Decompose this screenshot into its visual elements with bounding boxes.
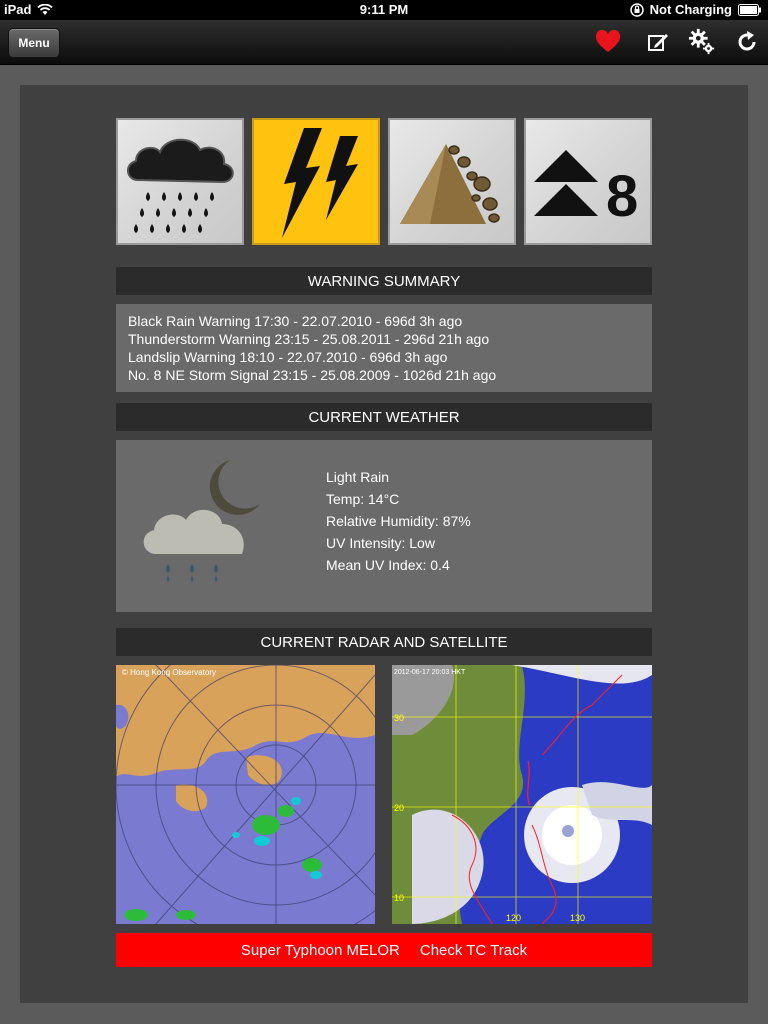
mean-uv-index: Mean UV Index: 0.4 [326, 557, 450, 573]
main-panel [20, 85, 748, 1003]
typhoon-name: Super Typhoon MELOR [240, 941, 400, 959]
satellite-image[interactable] [392, 665, 652, 924]
satellite-timestamp: 2012-06-17 20:03 HKT [394, 669, 466, 676]
gear-icon[interactable] [688, 28, 716, 56]
signal-8-icon [526, 120, 650, 243]
charging-status: Not Charging [649, 2, 732, 17]
navigation-bar [0, 20, 768, 65]
device-name: iPad [4, 2, 32, 17]
typhoon-alert-bar[interactable] [116, 933, 652, 967]
lat-label: 20 [394, 803, 405, 813]
weather-condition: Light Rain [326, 469, 390, 485]
lat-label: 10 [394, 893, 405, 903]
lon-label: 120 [506, 913, 522, 923]
lightning-icon [254, 120, 378, 243]
warning-summary-line: Black Rain Warning 17:30 - 22.07.2010 - 696d 3h ago [128, 313, 463, 329]
relative-humidity: Relative Humidity: 87% [326, 513, 471, 529]
menu-button[interactable]: Menu [8, 28, 60, 58]
edit-icon[interactable] [644, 28, 672, 56]
temperature: Temp: 14°C [326, 491, 400, 507]
status-bar [0, 0, 768, 20]
rotation-lock-icon [630, 3, 644, 17]
radar-satellite-header: CURRENT RADAR AND SATELLITE [116, 628, 652, 656]
warning-summary-line: Thunderstorm Warning 23:15 - 25.08.2011 - 296d 21h ago [128, 331, 490, 347]
current-weather-panel [116, 440, 652, 612]
clock: 9:11 PM [359, 2, 409, 17]
black-rain-icon [118, 120, 242, 243]
night-rain-icon [134, 454, 274, 584]
check-tc-track-link[interactable]: Check TC Track [419, 941, 528, 959]
landslip-icon [390, 120, 514, 243]
current-weather-header: CURRENT WEATHER [116, 403, 652, 431]
warning-tiles [116, 118, 652, 245]
radar-credit: © Hong Kong Observatory [122, 668, 216, 677]
weather-details [326, 466, 471, 576]
storm-signal-8-tile[interactable] [524, 118, 652, 245]
warning-summary-line: Landslip Warning 18:10 - 22.07.2010 - 696d 3h ago [128, 349, 448, 365]
radar-image[interactable] [116, 665, 375, 924]
signal-number: 8 [606, 164, 639, 229]
warning-summary-list [116, 304, 652, 392]
warning-summary-line: No. 8 NE Storm Signal 23:15 - 25.08.2009 - 1026d 21h ago [128, 367, 497, 383]
warning-summary-header: WARNING SUMMARY [116, 267, 652, 295]
battery-icon [738, 4, 762, 16]
lat-label: 30 [394, 713, 405, 723]
thunderstorm-warning-tile[interactable] [252, 118, 380, 245]
black-rain-warning-tile[interactable] [116, 118, 244, 245]
uv-intensity: UV Intensity: Low [326, 535, 435, 551]
landslip-warning-tile[interactable] [388, 118, 516, 245]
refresh-icon[interactable] [733, 28, 761, 56]
heart-icon[interactable] [594, 28, 622, 56]
lon-label: 130 [570, 913, 586, 923]
